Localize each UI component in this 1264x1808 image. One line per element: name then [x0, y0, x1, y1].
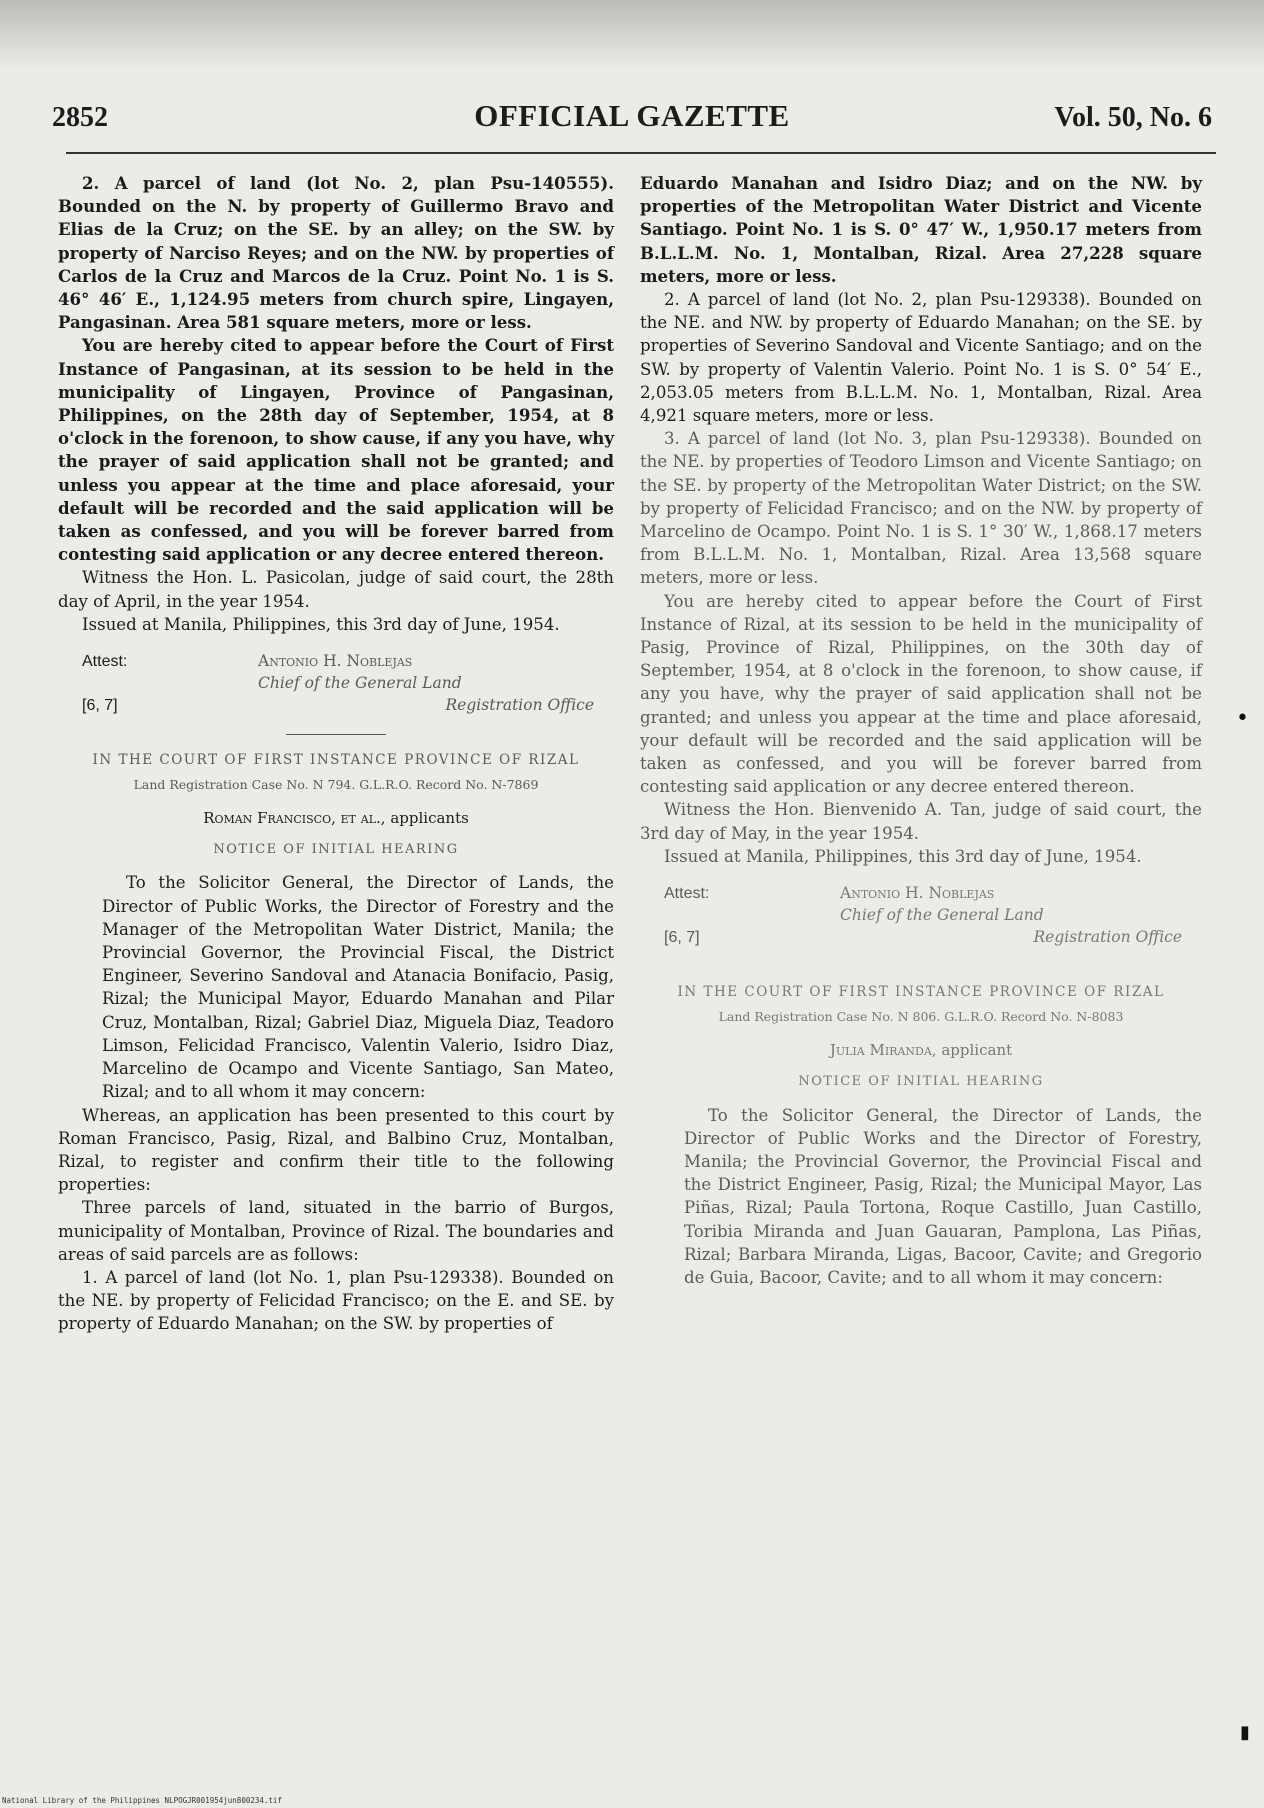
attest-block [640, 882, 1202, 952]
applicant-name: Roman Francisco, et al., [203, 809, 386, 828]
attest-label: Attest: [82, 653, 128, 671]
citation-paragraph: You are hereby cited to appear before the Court of First Instance of Pangasinan, at its session to be held in the municipality of Lingayen, Province of Pangasinan, Philippines, on the 28th day of September, 1954, at 8 o'clock in the forenoon, to show cause, if any you have, why the prayer of said application shall not be granted; and unless you appear at the time and place aforesaid, your default will be recorded and the said application will be taken as confessed, and you will be forever barred from contesting said application or any decree entered thereon. [58, 335, 614, 565]
court-heading: IN THE COURT OF FIRST INSTANCE PROVINCE OF RIZAL [677, 984, 1165, 1001]
scan-footer: National Library of the Philippines NLPOGJR001954jun800234.tif [2, 1796, 282, 1805]
parcel-2-paragraph: 2. A parcel of land (lot No. 2, plan Psu-129338). Bounded on the NE. and NW. by property of Eduardo Manahan; on the SE. by properties of Severino Sandoval and Vicente Santiago; and on the SW. by property of Valentin Valerio. Point No. 1 is S. 0° 54′ E., 2,053.05 meters from B.L.L.M. No. 1, Montalban, Rizal. Area 4,921 square meters, more or less. [640, 290, 1202, 426]
applicant-line [58, 807, 614, 830]
left-column [58, 172, 614, 1336]
citation-paragraph: You are hereby cited to appear before the Court of First Instance of Rizal, at its session to be held in the municipality of Pasig, Province of Rizal, Philippines, on the 30th day of September, 1954, at 8 o'clock in the forenoon, to show cause, if any you have, why the prayer of said application shall not be granted; and unless you appear at the time and place aforesaid, your default will be recorded and the said application will be taken as confessed, and you will be forever barred from contesting said application or any decree entered thereon. [640, 591, 1202, 797]
notice-heading: NOTICE OF INITIAL HEARING [798, 1074, 1044, 1090]
case-number: Land Registration Case No. N 806. G.L.R.O. Record No. N-8083 [718, 1009, 1124, 1025]
section-divider [286, 734, 386, 735]
header-rule [66, 152, 1216, 154]
attest-label: Attest: [664, 885, 710, 903]
page-header [52, 96, 1212, 146]
court-heading: IN THE COURT OF FIRST INSTANCE PROVINCE OF RIZAL [92, 752, 580, 769]
volume-number: Vol. 50, No. 6 [1054, 102, 1212, 133]
applicant-line [640, 1039, 1202, 1062]
attest-name: Antonio H. Noblejas [840, 884, 995, 903]
witness-paragraph: Witness the Hon. L. Pasicolan, judge of said court, the 28th day of April, in the year 1954. [58, 568, 614, 611]
scan-speck-mark: ▮ [1240, 1722, 1250, 1743]
applicant-role: applicants [390, 809, 469, 828]
attest-title-line1: Chief of the General Land [258, 674, 462, 693]
attest-block [58, 650, 614, 720]
section-divider [871, 966, 971, 967]
gazette-title: OFFICIAL GAZETTE [474, 98, 790, 133]
issue-code: [6, 7] [664, 929, 700, 947]
addressee-paragraph: To the Solicitor General, the Director of Lands, the Director of Public Works, the Director of Forestry and the Manager of the Metropolitan Water District, Manila; the Provincial Governor, the Provincial Fiscal, the District Engineer, Severino Sandoval and Atanacia Bonifacio, Pasig, Rizal; the Municipal Mayor, Eduardo Manahan and Pilar Cruz, Montalban, Rizal; Gabriel Diaz, Miguela Diaz, Teadoro Limson, Felicidad Francisco, Valentin Valerio, Isidro Diaz, Marcelino de Ocampo and Vicente Santiago, San Mateo, Rizal; and to all whom it may concern: [102, 873, 614, 1102]
witness-paragraph: Witness the Hon. Bienvenido A. Tan, judge of said court, the 3rd day of May, in the year 1954. [640, 800, 1202, 843]
parcel-3-paragraph: 3. A parcel of land (lot No. 3, plan Psu-129338). Bounded on the NE. by properties of Teodoro Limson and Vicente Santiago; on the SE. by property of the Metropolitan Water District; on the SW. by property of Felicidad Francisco; and on the NW. by property of Marcelino de Ocampo. Point No. 1 is S. 1° 30′ W., 1,868.17 meters from B.L.L.M. No. 1, Montalban, Rizal. Area 13,568 square meters, more or less. [640, 429, 1202, 588]
issued-paragraph: Issued at Manila, Philippines, this 3rd day of June, 1954. [664, 846, 1142, 866]
right-column [640, 172, 1202, 1289]
attest-name: Antonio H. Noblejas [258, 652, 413, 671]
parcels-intro-paragraph: Three parcels of land, situated in the barrio of Burgos, municipality of Montalban, Province of Rizal. The boundaries and areas of said parcels are as follows: [58, 1198, 614, 1264]
addressee-paragraph: To the Solicitor General, the Director of Lands, the Director of Public Works and the Director of Forestry, Manila; the Provincial Governor, the Provincial Fiscal and the District Engineer, Pasig, Rizal; the Municipal Mayor, Las Piñas, Rizal; Paula Tortona, Roque Castillo, Juan Castillo, Toribia Miranda and Juan Gauaran, Pamplona, Las Piñas, Rizal; Barbara Miranda, Ligas, Bacoor, Cavite; and Gregorio de Guia, Bacoor, Cavite; and to all whom it may concern: [684, 1105, 1202, 1287]
page-number: 2852 [52, 102, 108, 133]
case-number: Land Registration Case No. N 794. G.L.R.O. Record No. N-7869 [133, 777, 539, 793]
attest-title-line2: Registration Office [1033, 928, 1182, 947]
issued-paragraph: Issued at Manila, Philippines, this 3rd day of June, 1954. [82, 614, 560, 634]
applicant-name: Julia Miranda, [829, 1041, 937, 1060]
parcel-1-continued: Eduardo Manahan and Isidro Diaz; and on the NW. by properties of the Metropolitan Water District and Vicente Santiago. Point No. 1 is S. 0° 47′ W., 1,950.17 meters from B.L.L.M. No. 1, Montalban, Rizal. Area 27,228 square meters, more or less. [640, 173, 1202, 286]
parcel-2-paragraph: 2. A parcel of land (lot No. 2, plan Psu-140555). Bounded on the N. by property of Guillermo Bravo and Elias de la Cruz; on the SE. by an alley; on the SW. by property of Narciso Reyes; and on the NW. by properties of Carlos de la Cruz and Marcos de la Cruz. Point No. 1 is S. 46° 46′ E., 1,124.95 meters from church spire, Lingayen, Pangasinan. Area 581 square meters, more or less. [58, 173, 614, 333]
parcel-1-paragraph: 1. A parcel of land (lot No. 1, plan Psu-129338). Bounded on the NE. by property of Felicidad Francisco; on the E. and SE. by property of Eduardo Manahan; on the SW. by properties of [58, 1267, 614, 1334]
issue-code: [6, 7] [82, 697, 118, 715]
scan-speck-dot: • [1236, 706, 1249, 731]
attest-title-line1: Chief of the General Land [840, 906, 1044, 925]
attest-title-line2: Registration Office [445, 696, 594, 715]
applicant-role: applicant [941, 1041, 1013, 1060]
scan-shadow [0, 0, 1264, 70]
notice-heading: NOTICE OF INITIAL HEARING [213, 842, 459, 858]
whereas-paragraph: Whereas, an application has been presented to this court by Roman Francisco, Pasig, Rizal, and Balbino Cruz, Montalban, Rizal, to register and confirm their title to the following properties: [58, 1105, 614, 1195]
